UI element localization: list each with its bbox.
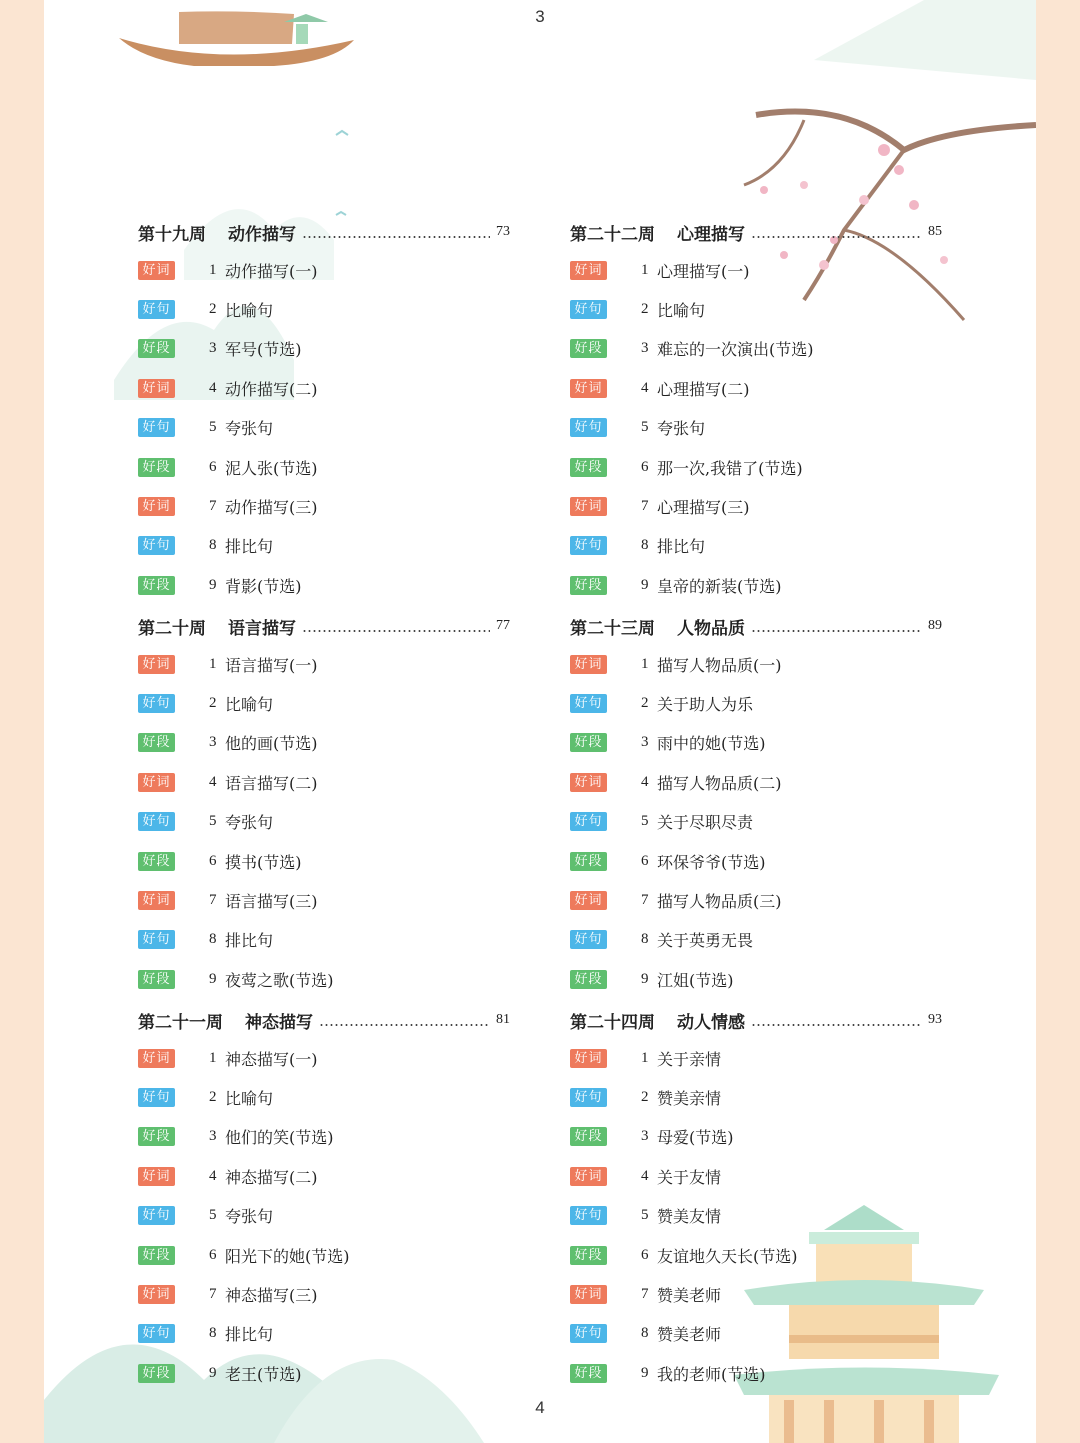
entry-number: 5 <box>209 1207 217 1224</box>
entry-title: 关于英勇无畏 <box>657 931 754 951</box>
category-tag: 好词 <box>138 891 175 910</box>
toc-entry[interactable] <box>570 1086 721 1108</box>
toc-entry[interactable] <box>138 1126 334 1148</box>
category-tag: 好段 <box>570 852 607 871</box>
entry-number: 1 <box>209 261 217 278</box>
week-heading[interactable] <box>570 217 942 247</box>
entry-number: 9 <box>209 970 217 987</box>
entry-title: 赞美老师 <box>657 1325 722 1345</box>
week-heading[interactable] <box>570 1005 942 1035</box>
entry-title: 语言描写(三) <box>225 891 318 911</box>
entry-number: 7 <box>641 497 649 514</box>
toc-entry[interactable] <box>138 653 318 675</box>
entry-number: 4 <box>641 773 649 790</box>
entry-number: 3 <box>209 1128 217 1145</box>
week-section <box>138 394 538 990</box>
category-tag: 好句 <box>570 418 607 437</box>
week-page-number: 81 <box>496 1012 510 1027</box>
toc-entry[interactable] <box>570 1283 721 1305</box>
toc-entry[interactable] <box>138 1205 273 1227</box>
toc-column-right <box>570 0 970 1384</box>
entry-title: 动作描写(一) <box>225 261 318 281</box>
entry-title: 摸书(节选) <box>225 852 302 872</box>
entry-number: 9 <box>209 1364 217 1381</box>
entry-title: 友谊地久天长(节选) <box>657 1246 798 1266</box>
category-tag: 好段 <box>570 970 607 989</box>
leader-dots <box>751 236 922 238</box>
entry-title: 描写人物品质(一) <box>657 655 782 675</box>
category-tag: 好词 <box>570 1285 607 1304</box>
entry-number: 4 <box>209 1167 217 1184</box>
entry-title: 神态描写(一) <box>225 1049 318 1069</box>
category-tag: 好词 <box>570 497 607 516</box>
week-number: 第二十三周 <box>570 618 655 639</box>
entry-title: 关于助人为乐 <box>657 694 754 714</box>
week-heading[interactable] <box>570 611 942 641</box>
category-tag: 好句 <box>138 930 175 949</box>
category-tag: 好词 <box>570 773 607 792</box>
category-tag: 好段 <box>138 970 175 989</box>
leader-dots <box>302 630 490 632</box>
week-topic: 心理描写 <box>677 224 745 245</box>
category-tag: 好词 <box>570 261 607 280</box>
entry-number: 7 <box>641 891 649 908</box>
page-number-bottom: 4 <box>535 1398 545 1417</box>
category-tag: 好句 <box>138 536 175 555</box>
entry-title: 动作描写(二) <box>225 379 318 399</box>
entry-number: 8 <box>209 931 217 948</box>
entry-number: 4 <box>641 1167 649 1184</box>
category-tag: 好段 <box>138 1127 175 1146</box>
category-tag: 好段 <box>138 852 175 871</box>
toc-entry[interactable] <box>138 1086 273 1108</box>
toc-entry[interactable] <box>570 338 814 360</box>
entry-title: 赞美老师 <box>657 1285 722 1305</box>
entry-title: 夸张句 <box>225 813 274 833</box>
entry-title: 描写人物品质(三) <box>657 891 782 911</box>
category-tag: 好词 <box>138 261 175 280</box>
category-tag: 好段 <box>570 1127 607 1146</box>
toc-entry[interactable] <box>570 1362 766 1384</box>
toc-entry[interactable] <box>570 1047 721 1069</box>
entry-title: 皇帝的新装(节选) <box>657 576 782 596</box>
entry-title: 排比句 <box>225 1325 274 1345</box>
entry-title: 夸张句 <box>657 419 706 439</box>
category-tag: 好段 <box>138 733 175 752</box>
entry-title: 关于尽职尽责 <box>657 813 754 833</box>
entry-title: 比喻句 <box>225 694 274 714</box>
week-section <box>570 0 970 596</box>
week-page-number: 89 <box>928 618 942 633</box>
category-tag: 好句 <box>138 1088 175 1107</box>
category-tag: 好句 <box>138 300 175 319</box>
category-tag: 好词 <box>138 379 175 398</box>
entry-number: 3 <box>641 734 649 751</box>
entry-number: 2 <box>209 1088 217 1105</box>
leader-dots <box>751 630 922 632</box>
week-topic: 语言描写 <box>228 618 296 639</box>
entry-title: 军号(节选) <box>225 340 302 360</box>
entry-number: 2 <box>209 300 217 317</box>
toc-entry[interactable] <box>570 692 753 714</box>
entry-number: 5 <box>209 813 217 830</box>
entry-title: 背影(节选) <box>225 576 302 596</box>
category-tag: 好句 <box>570 536 607 555</box>
leader-dots <box>751 1024 922 1026</box>
toc-entry[interactable] <box>570 1244 798 1266</box>
entry-number: 8 <box>209 537 217 554</box>
category-tag: 好句 <box>138 694 175 713</box>
week-page-number: 77 <box>496 618 510 633</box>
entry-number: 9 <box>209 576 217 593</box>
entry-title: 他们的笑(节选) <box>225 1128 334 1148</box>
entry-number: 7 <box>209 497 217 514</box>
entry-title: 母爱(节选) <box>657 1128 734 1148</box>
category-tag: 好段 <box>138 576 175 595</box>
category-tag: 好句 <box>570 1324 607 1343</box>
category-tag: 好段 <box>570 576 607 595</box>
entry-title: 江姐(节选) <box>657 970 734 990</box>
entry-number: 5 <box>641 813 649 830</box>
week-topic: 神态描写 <box>245 1012 313 1033</box>
entry-number: 2 <box>641 300 649 317</box>
entry-number: 3 <box>641 340 649 357</box>
category-tag: 好词 <box>570 1049 607 1068</box>
toc-entry[interactable] <box>138 1323 273 1345</box>
entry-title: 那一次,我错了(节选) <box>657 458 803 478</box>
category-tag: 好句 <box>570 1206 607 1225</box>
week-section <box>138 0 538 596</box>
category-tag: 好词 <box>570 379 607 398</box>
week-section <box>138 788 538 1384</box>
category-tag: 好词 <box>570 891 607 910</box>
category-tag: 好句 <box>138 1206 175 1225</box>
entry-title: 赞美友情 <box>657 1207 722 1227</box>
entry-number: 7 <box>641 1285 649 1302</box>
category-tag: 好段 <box>570 1246 607 1265</box>
entry-number: 7 <box>209 891 217 908</box>
entry-title: 关于亲情 <box>657 1049 722 1069</box>
entry-title: 语言描写(二) <box>225 773 318 793</box>
entry-title: 泥人张(节选) <box>225 458 318 478</box>
entry-number: 1 <box>209 655 217 672</box>
category-tag: 好段 <box>570 733 607 752</box>
entry-title: 语言描写(一) <box>225 655 318 675</box>
entry-title: 比喻句 <box>657 300 706 320</box>
toc-entry[interactable] <box>138 1362 302 1384</box>
category-tag: 好段 <box>138 1246 175 1265</box>
week-heading[interactable] <box>138 1005 510 1035</box>
entry-number: 3 <box>209 340 217 357</box>
entry-number: 5 <box>209 419 217 436</box>
entry-number: 4 <box>641 379 649 396</box>
toc-entry[interactable] <box>570 1205 721 1227</box>
entry-number: 6 <box>209 852 217 869</box>
entry-title: 夸张句 <box>225 1207 274 1227</box>
week-number: 第二十一周 <box>138 1012 223 1033</box>
entry-title: 神态描写(二) <box>225 1167 318 1187</box>
entry-title: 赞美亲情 <box>657 1088 722 1108</box>
toc-column-left <box>138 0 538 1384</box>
week-heading[interactable] <box>138 611 510 641</box>
leader-dots <box>319 1024 490 1026</box>
category-tag: 好段 <box>570 339 607 358</box>
leader-dots <box>302 236 490 238</box>
category-tag: 好句 <box>570 694 607 713</box>
toc-entry[interactable] <box>138 1047 318 1069</box>
entry-title: 环保爷爷(节选) <box>657 852 766 872</box>
entry-number: 5 <box>641 419 649 436</box>
entry-number: 2 <box>641 694 649 711</box>
entry-title: 难忘的一次演出(节选) <box>657 340 814 360</box>
entry-title: 阳光下的她(节选) <box>225 1246 350 1266</box>
entry-number: 2 <box>209 694 217 711</box>
category-tag: 好句 <box>138 1324 175 1343</box>
entry-number: 8 <box>209 1325 217 1342</box>
week-topic: 动人情感 <box>677 1012 745 1033</box>
toc-entry[interactable] <box>570 259 750 281</box>
entry-number: 1 <box>641 655 649 672</box>
entry-number: 1 <box>641 1049 649 1066</box>
toc-page <box>44 0 1036 1443</box>
week-heading[interactable] <box>138 217 510 247</box>
entry-number: 4 <box>209 379 217 396</box>
category-tag: 好词 <box>138 1285 175 1304</box>
entry-title: 他的画(节选) <box>225 734 318 754</box>
entry-number: 8 <box>641 537 649 554</box>
entry-number: 3 <box>641 1128 649 1145</box>
entry-title: 比喻句 <box>225 300 274 320</box>
category-tag: 好段 <box>138 458 175 477</box>
entry-title: 描写人物品质(二) <box>657 773 782 793</box>
week-topic: 人物品质 <box>677 618 745 639</box>
category-tag: 好词 <box>570 1167 607 1186</box>
category-tag: 好句 <box>570 812 607 831</box>
entry-number: 4 <box>209 773 217 790</box>
entry-title: 心理描写(一) <box>657 261 750 281</box>
entry-title: 心理描写(二) <box>657 379 750 399</box>
entry-number: 6 <box>209 1246 217 1263</box>
week-section <box>570 394 970 990</box>
category-tag: 好词 <box>138 497 175 516</box>
toc-entry[interactable] <box>138 1283 318 1305</box>
entry-number: 6 <box>641 1246 649 1263</box>
category-tag: 好句 <box>138 812 175 831</box>
toc-entry[interactable] <box>138 692 273 714</box>
category-tag: 好段 <box>138 1364 175 1383</box>
week-topic: 动作描写 <box>228 224 296 245</box>
page-number-top: 3 <box>535 7 545 26</box>
week-page-number: 93 <box>928 1012 942 1027</box>
entry-title: 比喻句 <box>225 1088 274 1108</box>
entry-title: 动作描写(三) <box>225 497 318 517</box>
category-tag: 好段 <box>570 1364 607 1383</box>
category-tag: 好句 <box>138 418 175 437</box>
entry-title: 我的老师(节选) <box>657 1364 766 1384</box>
entry-title: 夸张句 <box>225 419 274 439</box>
week-number: 第十九周 <box>138 224 206 245</box>
entry-number: 9 <box>641 970 649 987</box>
toc-entry[interactable] <box>138 1165 318 1187</box>
toc-entry[interactable] <box>138 1244 350 1266</box>
entry-number: 2 <box>641 1088 649 1105</box>
toc-entry[interactable] <box>570 1323 721 1345</box>
entry-title: 排比句 <box>225 931 274 951</box>
category-tag: 好段 <box>570 458 607 477</box>
category-tag: 好词 <box>138 773 175 792</box>
category-tag: 好词 <box>138 655 175 674</box>
week-number: 第二十四周 <box>570 1012 655 1033</box>
toc-entry[interactable] <box>570 298 705 320</box>
week-page-number: 85 <box>928 224 942 239</box>
entry-number: 1 <box>641 261 649 278</box>
entry-title: 排比句 <box>657 537 706 557</box>
category-tag: 好段 <box>138 339 175 358</box>
entry-number: 3 <box>209 734 217 751</box>
entry-title: 神态描写(三) <box>225 1285 318 1305</box>
entry-title: 排比句 <box>225 537 274 557</box>
entry-number: 6 <box>209 458 217 475</box>
category-tag: 好句 <box>570 930 607 949</box>
entry-number: 9 <box>641 1364 649 1381</box>
category-tag: 好句 <box>570 300 607 319</box>
toc-entry[interactable] <box>570 1165 721 1187</box>
category-tag: 好词 <box>570 655 607 674</box>
week-page-number: 73 <box>496 224 510 239</box>
entry-title: 老王(节选) <box>225 1364 302 1384</box>
week-number: 第二十周 <box>138 618 206 639</box>
entry-number: 6 <box>641 852 649 869</box>
entry-title: 雨中的她(节选) <box>657 734 766 754</box>
toc-entry[interactable] <box>570 653 782 675</box>
category-tag: 好词 <box>138 1167 175 1186</box>
entry-number: 5 <box>641 1207 649 1224</box>
entry-title: 关于友情 <box>657 1167 722 1187</box>
entry-number: 1 <box>209 1049 217 1066</box>
toc-entry[interactable] <box>138 259 318 281</box>
week-number: 第二十二周 <box>570 224 655 245</box>
category-tag: 好句 <box>570 1088 607 1107</box>
toc-entry[interactable] <box>138 298 273 320</box>
entry-number: 7 <box>209 1285 217 1302</box>
entry-number: 8 <box>641 931 649 948</box>
entry-number: 9 <box>641 576 649 593</box>
toc-entry[interactable] <box>138 732 318 754</box>
toc-entry[interactable] <box>138 338 302 360</box>
toc-entry[interactable] <box>570 1126 734 1148</box>
entry-number: 6 <box>641 458 649 475</box>
entry-title: 夜莺之歌(节选) <box>225 970 334 990</box>
category-tag: 好词 <box>138 1049 175 1068</box>
week-section <box>570 788 970 1384</box>
entry-title: 心理描写(三) <box>657 497 750 517</box>
toc-entry[interactable] <box>570 732 766 754</box>
entry-number: 8 <box>641 1325 649 1342</box>
